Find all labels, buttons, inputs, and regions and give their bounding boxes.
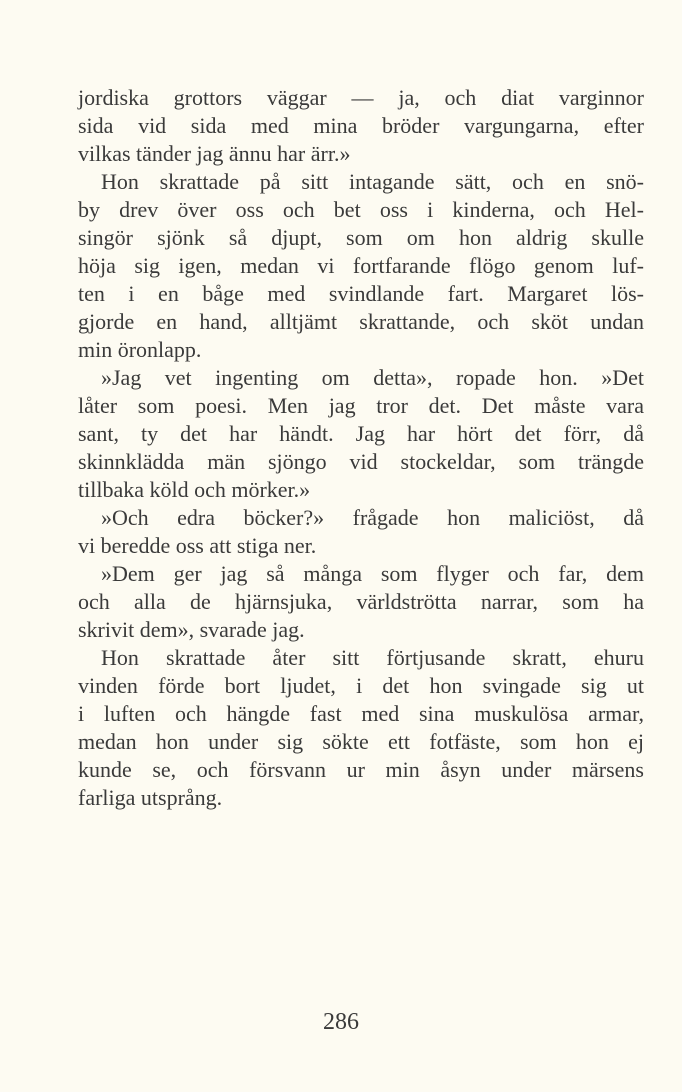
text-line: vilkas tänder jag ännu har ärr.» bbox=[78, 141, 351, 166]
text-line: i luften och hängde fast med sina muskulösa armar, bbox=[78, 701, 644, 726]
text-line: singör sjönk så djupt, som om hon aldrig skulle bbox=[78, 225, 644, 250]
text-line: sant, ty det har händt. Jag har hört det förr, då bbox=[78, 421, 644, 446]
text-line: höja sig igen, medan vi fortfarande flögo genom luf- bbox=[78, 253, 644, 278]
text-line: tillbaka köld och mörker.» bbox=[78, 477, 311, 502]
text-line: jordiska grottors väggar — ja, och diat varginnor bbox=[78, 85, 644, 110]
text-line: by drev över oss och bet oss i kinderna, och Hel- bbox=[78, 197, 644, 222]
text-line: medan hon under sig sökte ett fotfäste, som hon ej bbox=[78, 729, 644, 754]
text-line: Hon skrattade på sitt intagande sätt, och en snö- bbox=[101, 169, 644, 194]
text-line: »Och edra böcker?» frågade hon maliciöst, då bbox=[101, 505, 644, 530]
page-number: 286 bbox=[323, 1009, 359, 1035]
text-line: låter som poesi. Men jag tror det. Det måste vara bbox=[78, 393, 644, 418]
text-line: skrivit dem», svarade jag. bbox=[78, 617, 305, 642]
text-line: »Jag vet ingenting om detta», ropade hon. »Det bbox=[101, 365, 644, 390]
text-line: vinden förde bort ljudet, i det hon svingade sig ut bbox=[78, 673, 644, 698]
text-line: skinnklädda män sjöngo vid stockeldar, som trängde bbox=[78, 449, 644, 474]
text-line: ten i en båge med svindlande fart. Margaret lös- bbox=[78, 281, 644, 306]
text-line: kunde se, och försvann ur min åsyn under märsens bbox=[78, 757, 644, 782]
text-line: min öronlapp. bbox=[78, 337, 202, 362]
text-line: »Dem ger jag så många som flyger och far, dem bbox=[101, 561, 644, 586]
text-line: Hon skrattade åter sitt förtjusande skratt, ehuru bbox=[101, 645, 644, 670]
text-line: och alla de hjärnsjuka, världströtta narrar, som ha bbox=[78, 589, 644, 614]
text-line: sida vid sida med mina bröder vargungarna, efter bbox=[78, 113, 644, 138]
text-line: gjorde en hand, alltjämt skrattande, och sköt undan bbox=[78, 309, 644, 334]
text-line: farliga utsprång. bbox=[78, 785, 223, 810]
text-line: vi beredde oss att stiga ner. bbox=[78, 533, 317, 558]
